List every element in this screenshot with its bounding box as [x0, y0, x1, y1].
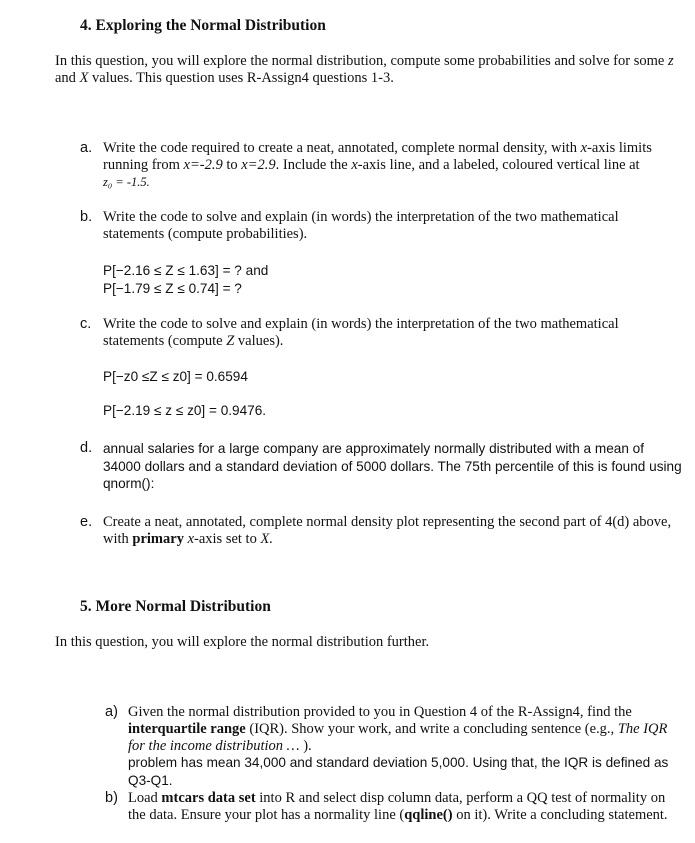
- q5-intro: In this question, you will explore the normal distribution further.: [55, 634, 430, 650]
- equation: P[−2.16 ≤ Z ≤ 1.63] = ? and: [103, 263, 269, 278]
- item-d-label: d.: [80, 440, 93, 456]
- q4-c-eq2: P[−2.19 ≤ z ≤ z0] = 0.9476.: [103, 403, 267, 418]
- q5-item-a-answer: problem has mean 34,000 and standard deviation 5,000. Using that, the IQR is defined as Q3-Q1.: [128, 755, 669, 788]
- item-b-label: b.: [80, 209, 93, 225]
- q4-item-d: annual salaries for a large company are approximately normally distributed with a mean of 34000 dollars and a standard deviation of 5000 dollars. The 75th percentile of this is found using qnorm():: [103, 441, 682, 491]
- q4-heading: 4. Exploring the Normal Distribution: [80, 17, 326, 34]
- q5-item-a-label: a): [105, 704, 118, 720]
- item-e-label: e.: [80, 514, 93, 530]
- q5-item-b: Load mtcars data set into R and select disp column data, perform a QQ test of normality on the data. Ensure your plot has a normality line (qqline() on it). Write a concluding statement.: [128, 790, 668, 823]
- q5-heading: 5. More Normal Distribution: [80, 598, 271, 615]
- q4-item-c: Write the code to solve and explain (in words) the interpretation of the two mathematical statements (compute Z values).: [103, 316, 619, 349]
- item-c-label: c.: [80, 316, 92, 332]
- q4-intro: In this question, you will explore the normal distribution, compute some probabilities and solve for some z and X values. This question uses R-Assign4 questions 1-3.: [55, 53, 674, 86]
- q4-item-a: Write the code required to create a neat, annotated, complete normal density, with x-axis limits running from x=-2.9 to x=2.9. Include the x-axis line, and a labeled, coloured vertical line at z₀ = -1.5.: [103, 140, 652, 189]
- q5-item-a: Given the normal distribution provided to you in Question 4 of the R-Assign4, find the interquartile range (IQR). Show your work, and write a concluding sentence (e.g., The IQR for the income distribution … ).: [128, 704, 668, 754]
- q4-b-equations: [103, 262, 268, 297]
- q5-item-b-label: b): [105, 790, 118, 806]
- q4-item-b: Write the code to solve and explain (in words) the interpretation of the two mathematical statements (compute probabilities).: [103, 209, 619, 242]
- equation: P[−1.79 ≤ Z ≤ 0.74] = ?: [103, 280, 242, 296]
- q4-c-eq1: P[−z0 ≤Z ≤ z0] = 0.6594: [103, 369, 248, 384]
- item-a-label: a.: [80, 140, 93, 156]
- q4-item-e: Create a neat, annotated, complete normal density plot representing the second part of 4(d) above, with primary x-axis set to X.: [103, 514, 672, 547]
